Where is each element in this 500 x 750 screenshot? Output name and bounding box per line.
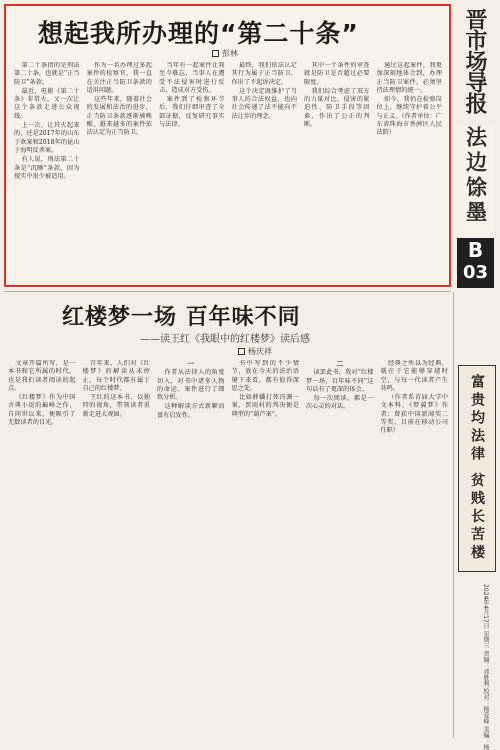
section-head: 二: [336, 360, 344, 368]
column-label: [457, 126, 494, 236]
masthead-logo: 晋市场导报: [462, 8, 488, 113]
article-1-columns: [14, 62, 442, 284]
paragraph: 我们综合考虑了双方的力量对比、侵害的紧迫性、防卫手段等因素，作出了公正的判断。: [304, 87, 370, 129]
paragraph: 比如薛蟠打死冯渊一案，贾雨村的判决便是典型的“葫芦案”。: [231, 394, 299, 418]
page-number: 03: [462, 262, 489, 283]
text-column: [304, 62, 370, 284]
paragraph: 第二十条指的是刑法第二十条，也就是“正当防卫”条款。: [14, 62, 80, 86]
text-column: [83, 360, 151, 736]
paragraph: 这个决定既维护了当事人的合法权益，也向社会传递了法不能向不法让步的理念。: [231, 87, 297, 120]
paragraph: 这些年来，随着社会的发展和法治的进步，正当防卫条款逐渐被唤醒，越来越多的案件依法认定为正当防卫。: [86, 96, 152, 137]
page-code: [457, 238, 494, 288]
text-column: [377, 62, 443, 284]
paragraph: 如今，我仍在检察岗位上，继续守护着公平与正义。（作者单位：广东省珠海市香洲区人民法院）: [376, 96, 442, 137]
paragraph: 作者从法律人的角度切入，对书中诸多人物的命运、案件进行了细致分析。: [157, 369, 225, 402]
paragraph: 其中一个条件的审查就是防卫是否超过必要限度。: [304, 62, 370, 86]
article-1-byline: [212, 48, 238, 59]
paragraph: 作为一名办理过多起案件的检察官，我一直在关注正当防卫条款的适用问题。: [86, 62, 152, 94]
text-column: [159, 62, 225, 284]
paragraph: 文章开篇所写，是一本书和它所属的时代，也是我们读者阅读的起点。: [8, 360, 76, 392]
article-2-columns: [8, 360, 448, 736]
paragraph: 有人说，刑法第二十条是“沉睡”条款，因为现实中很少被适用。: [14, 156, 80, 180]
paragraph: （作者系首届大学中文本科，《梦翼梦》作者；曾获中国新闻奖二等奖，目前在移动公司任职）: [380, 394, 448, 435]
paragraph: 《红楼梦》作为中国古典小说的巅峰之作，自问世以来，便吸引了无数读者的目光。: [8, 394, 76, 427]
paragraph: 当年有一起案件让我至今难忘，当事人在遭受不法侵害时进行反击，造成对方受伤。: [159, 62, 225, 94]
text-column: [306, 360, 374, 736]
text-column: [232, 62, 298, 284]
sidebar-divider: [453, 292, 454, 738]
article-2-byline: [238, 346, 272, 357]
sidebar-ad: [458, 365, 496, 572]
article-1-author: 彭林: [222, 49, 238, 58]
article-2-subtitle: ——读王红《我眼中的红楼梦》读后感: [140, 334, 310, 345]
paragraph: 读罢此书，我对“红楼梦一场，百年味不同”这句话有了更深的体会。: [306, 369, 374, 393]
article-1-box: [4, 4, 451, 287]
text-column: [8, 360, 76, 736]
paragraph: 这种解读方式新颖而富有启发性。: [157, 403, 225, 419]
paragraph: 书中写到的不少情节，放在今天的法治语境下来看，都有值得深思之处。: [231, 360, 299, 392]
paragraph: 王红的这本书，以独特的视角，带领读者重新走进大观园。: [82, 394, 150, 418]
text-column: [157, 360, 225, 736]
byline-square-icon: [212, 50, 219, 57]
masthead: [457, 8, 493, 128]
article-1-title: 想起我所办理的“第二十条”: [38, 19, 359, 48]
paragraph: 通过这起案件，我更加深刻地体会到，办理正当防卫案件，必须坚持法理情的统一。: [376, 62, 442, 94]
column-name: 法边馀墨: [463, 126, 488, 226]
paragraph: 经典之所以为经典，就在于它能够穿越时空，与每一代读者产生共鸣。: [380, 360, 448, 392]
text-column: [87, 62, 153, 284]
paragraph: 每一次阅读，都是一次心灵的对话。: [306, 395, 374, 411]
section-head: 一: [187, 360, 195, 368]
page-letter: B: [467, 238, 484, 262]
paragraph: 上一次，让其火起来的，还是2017年的山东于欢案和2018年的昆山于海明反杀案。: [14, 122, 80, 154]
text-column: [381, 360, 449, 736]
text-column: [14, 62, 80, 284]
paragraph: 最终，我们依法认定其行为属于正当防卫，作出了不起诉决定。: [231, 62, 297, 86]
paragraph: 案件到了检察环节后，我们仔细审查了全部证据，反复研究事实与法律。: [159, 96, 225, 129]
article-2-author: 杨庆祥: [248, 347, 272, 356]
section-divider: [4, 291, 451, 292]
paragraph: 最近，电影《第二十条》非常火，又一次让这个条款走进公众视线。: [14, 87, 80, 120]
sidebar-ad-text: 富贵均法律 贫贱长苦楼: [469, 374, 485, 563]
article-2-title: 红楼梦一场 百年味不同: [62, 305, 301, 330]
paragraph: 百年来，人们对《红楼梦》的解读从未停止，每个时代都有属于自己的红楼梦。: [82, 360, 150, 392]
date-line: 2024年4月17日 星期三 责编：邓胜利 校对：杨爱峰 美编：杨: [482, 584, 489, 750]
byline-square-icon: [238, 348, 245, 355]
text-column: [232, 360, 300, 736]
